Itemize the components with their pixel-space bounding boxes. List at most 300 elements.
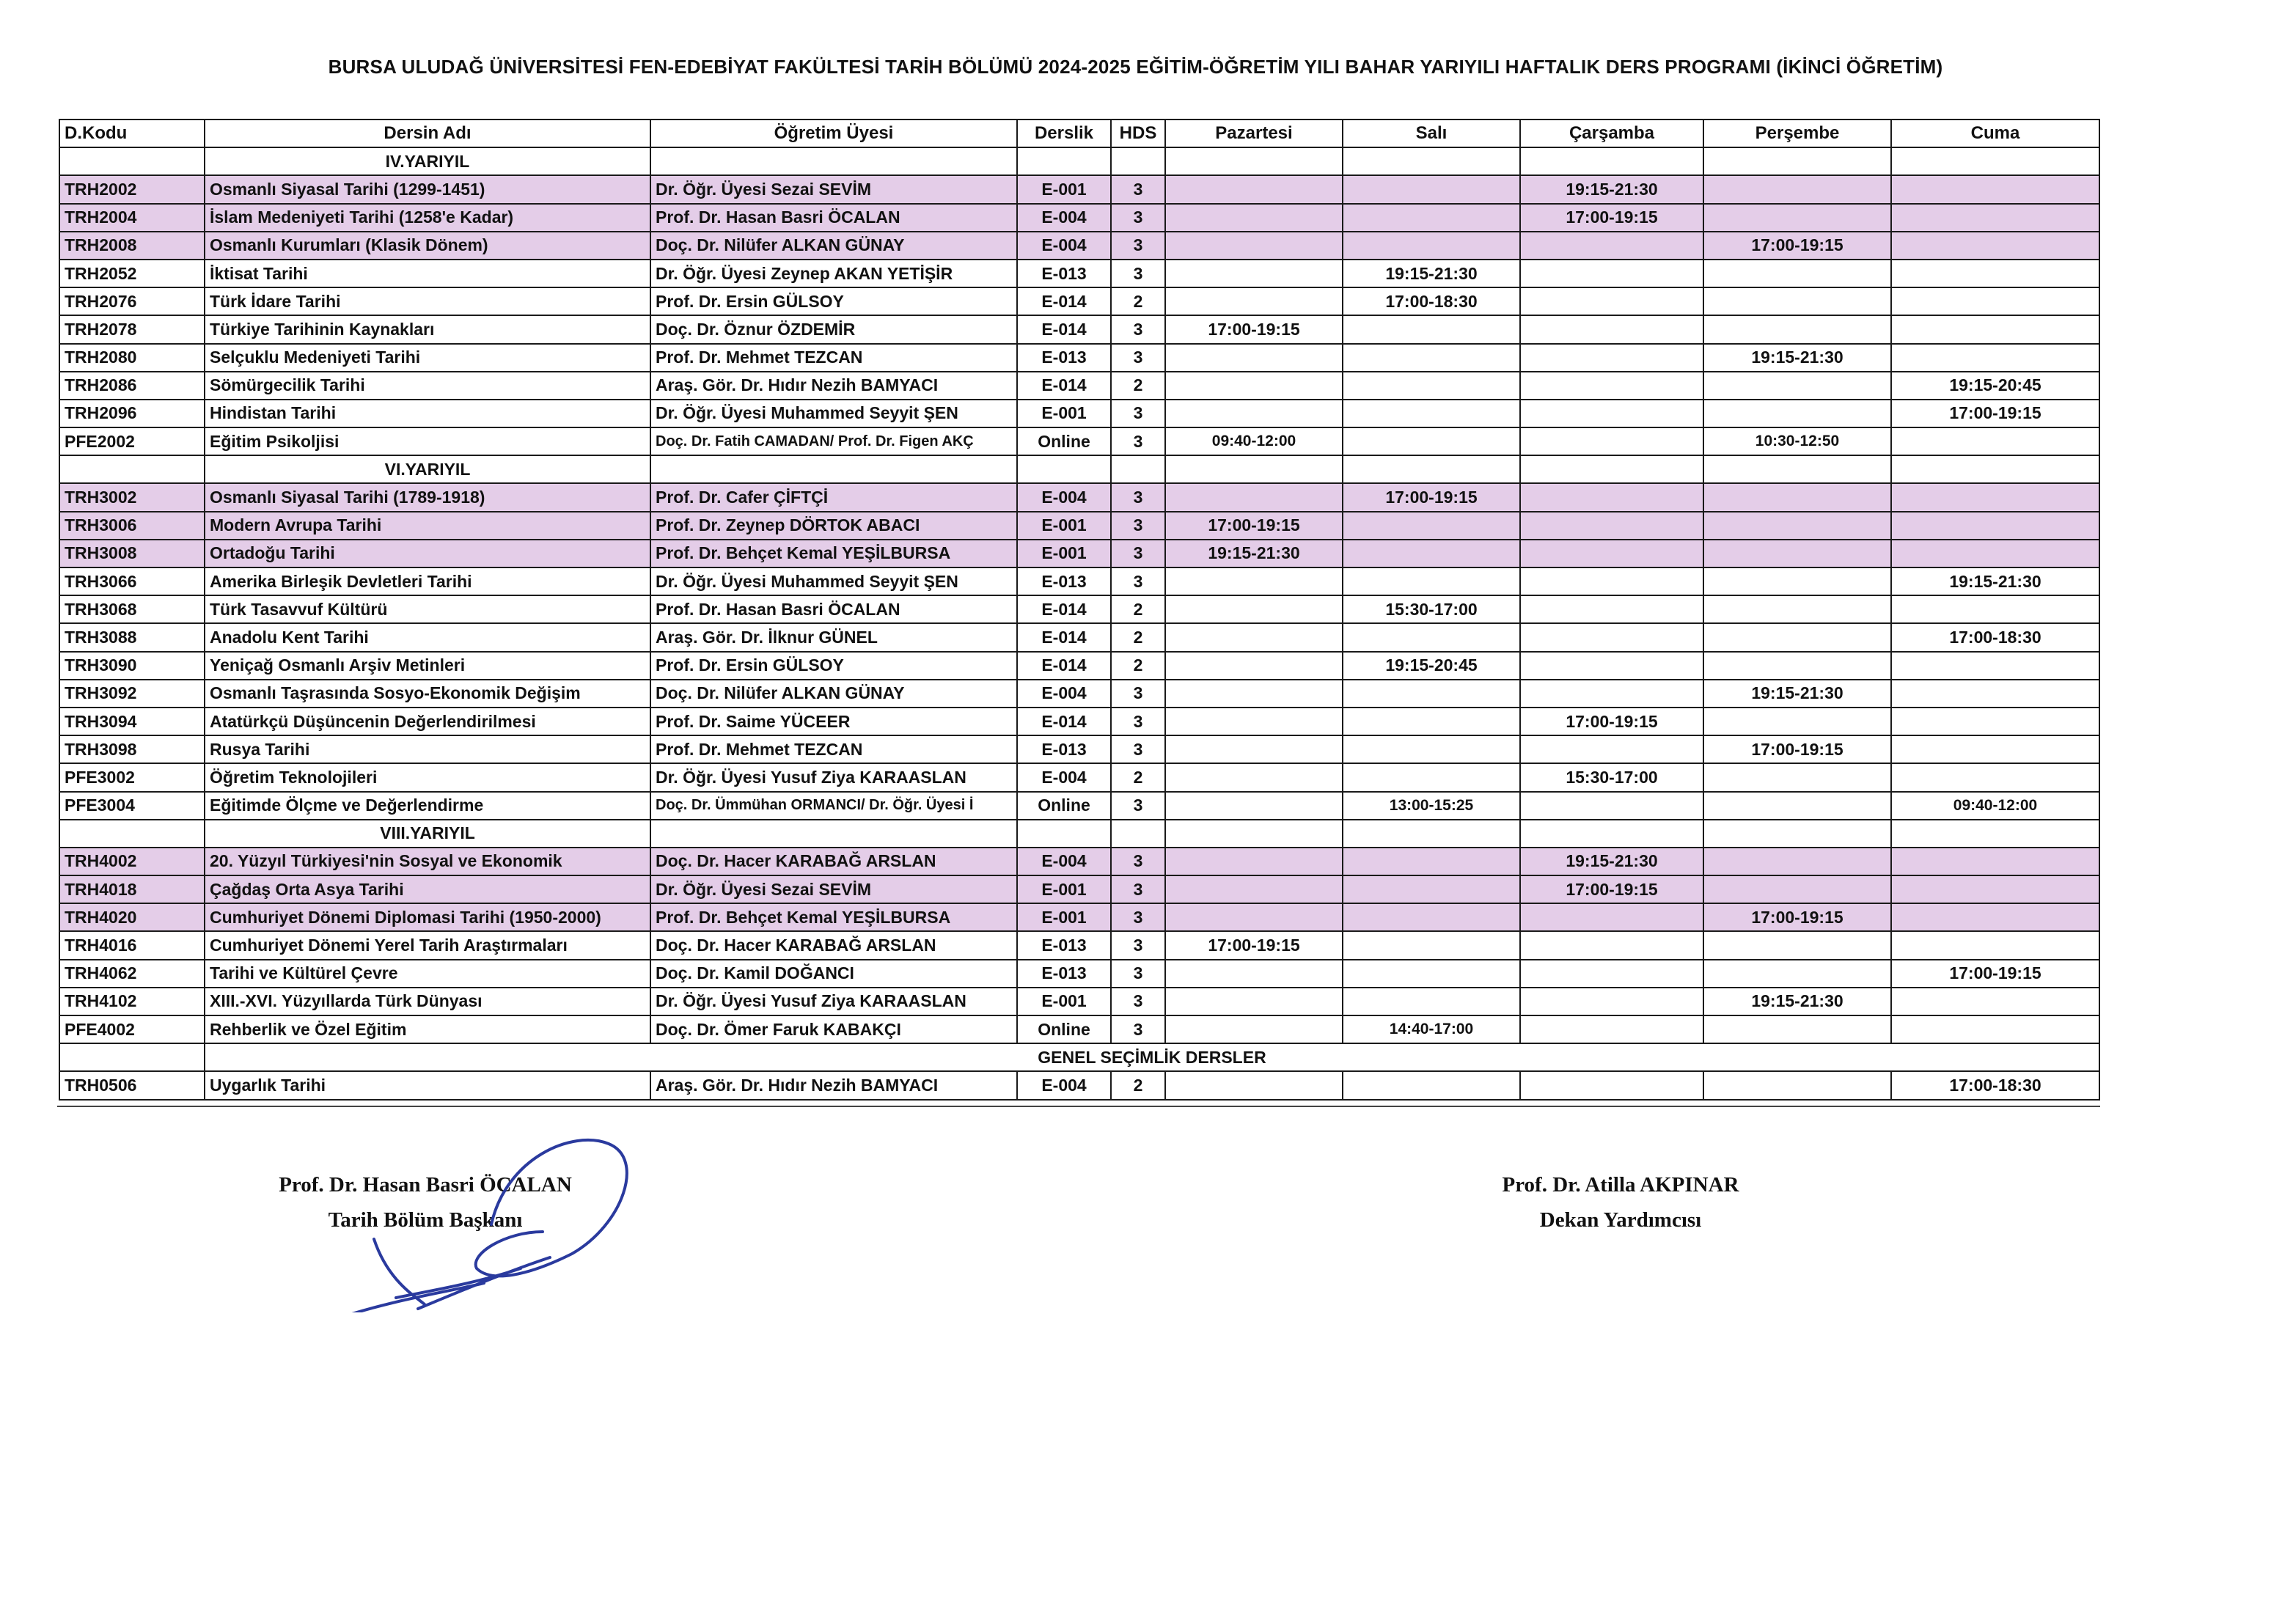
time-slot-tue bbox=[1343, 1071, 1520, 1099]
weekly-hours: 2 bbox=[1111, 372, 1165, 400]
course-code: TRH4102 bbox=[59, 988, 205, 1015]
time-slot-thu bbox=[1703, 315, 1891, 343]
time-slot-mon bbox=[1165, 988, 1343, 1015]
empty-cell bbox=[1520, 147, 1703, 175]
time-slot-mon bbox=[1165, 372, 1343, 400]
table-row bbox=[59, 680, 2099, 708]
time-slot-tue bbox=[1343, 931, 1520, 959]
time-slot-tue bbox=[1343, 344, 1520, 372]
course-code: TRH3088 bbox=[59, 623, 205, 651]
classroom: E-001 bbox=[1017, 875, 1111, 903]
time-slot-mon bbox=[1165, 232, 1343, 260]
header-tuesday: Salı bbox=[1343, 120, 1520, 147]
classroom: E-013 bbox=[1017, 567, 1111, 595]
time-slot-wed bbox=[1520, 680, 1703, 708]
section-label: GENEL SEÇİMLİK DERSLER bbox=[205, 1043, 2099, 1071]
weekly-hours: 3 bbox=[1111, 344, 1165, 372]
time-slot-fri bbox=[1891, 260, 2099, 287]
time-slot-tue bbox=[1343, 175, 1520, 203]
instructor-name: Dr. Öğr. Üyesi Sezai SEVİM bbox=[650, 875, 1017, 903]
table-row bbox=[59, 735, 2099, 763]
time-slot-fri bbox=[1891, 708, 2099, 735]
course-code: TRH3006 bbox=[59, 512, 205, 540]
time-slot-wed bbox=[1520, 792, 1703, 820]
time-slot-mon bbox=[1165, 400, 1343, 427]
course-code: TRH4016 bbox=[59, 931, 205, 959]
signer-title: Dekan Yardımcısı bbox=[1539, 1208, 1702, 1232]
time-slot-fri: 17:00-19:15 bbox=[1891, 400, 2099, 427]
course-name: İslam Medeniyeti Tarihi (1258'e Kadar) bbox=[205, 204, 650, 232]
classroom: E-013 bbox=[1017, 344, 1111, 372]
empty-cell bbox=[1891, 147, 2099, 175]
section-spacer bbox=[59, 1043, 205, 1071]
empty-cell bbox=[1165, 455, 1343, 483]
weekly-hours: 2 bbox=[1111, 1071, 1165, 1099]
classroom: E-004 bbox=[1017, 848, 1111, 875]
table-row bbox=[59, 204, 2099, 232]
time-slot-wed bbox=[1520, 344, 1703, 372]
time-slot-mon bbox=[1165, 483, 1343, 511]
instructor-name: Doç. Dr. Hacer KARABAĞ ARSLAN bbox=[650, 848, 1017, 875]
course-code: PFE3004 bbox=[59, 792, 205, 820]
course-name: Rehberlik ve Özel Eğitim bbox=[205, 1015, 650, 1043]
course-code: TRH2002 bbox=[59, 175, 205, 203]
empty-cell bbox=[1111, 147, 1165, 175]
section-header-row bbox=[59, 820, 2099, 848]
instructor-name: Doç. Dr. Kamil DOĞANCI bbox=[650, 960, 1017, 988]
table-row bbox=[59, 232, 2099, 260]
table-row bbox=[59, 315, 2099, 343]
classroom: Online bbox=[1017, 792, 1111, 820]
weekly-hours: 3 bbox=[1111, 567, 1165, 595]
time-slot-tue bbox=[1343, 315, 1520, 343]
classroom: E-014 bbox=[1017, 623, 1111, 651]
weekly-hours: 2 bbox=[1111, 623, 1165, 651]
time-slot-tue bbox=[1343, 400, 1520, 427]
weekly-hours: 3 bbox=[1111, 680, 1165, 708]
time-slot-thu: 19:15-21:30 bbox=[1703, 988, 1891, 1015]
table-row bbox=[59, 903, 2099, 931]
table-row bbox=[59, 260, 2099, 287]
empty-cell bbox=[1017, 147, 1111, 175]
course-code: TRH4002 bbox=[59, 848, 205, 875]
instructor-name: Prof. Dr. Cafer ÇİFTÇİ bbox=[650, 483, 1017, 511]
time-slot-wed bbox=[1520, 232, 1703, 260]
time-slot-thu bbox=[1703, 260, 1891, 287]
empty-cell bbox=[1520, 455, 1703, 483]
empty-cell bbox=[1891, 820, 2099, 848]
course-name: Anadolu Kent Tarihi bbox=[205, 623, 650, 651]
course-name: Yeniçağ Osmanlı Arşiv Metinleri bbox=[205, 652, 650, 680]
header-code: D.Kodu bbox=[59, 120, 205, 147]
time-slot-tue: 17:00-18:30 bbox=[1343, 287, 1520, 315]
course-name: Çağdaş Orta Asya Tarihi bbox=[205, 875, 650, 903]
section-label: IV.YARIYIL bbox=[205, 147, 650, 175]
course-code: TRH3098 bbox=[59, 735, 205, 763]
time-slot-mon: 17:00-19:15 bbox=[1165, 512, 1343, 540]
time-slot-mon bbox=[1165, 623, 1343, 651]
time-slot-tue bbox=[1343, 232, 1520, 260]
classroom: E-014 bbox=[1017, 287, 1111, 315]
course-code: TRH2096 bbox=[59, 400, 205, 427]
instructor-name: Araş. Gör. Dr. İlknur GÜNEL bbox=[650, 623, 1017, 651]
time-slot-fri bbox=[1891, 344, 2099, 372]
time-slot-wed bbox=[1520, 903, 1703, 931]
section-spacer bbox=[59, 820, 205, 848]
time-slot-mon bbox=[1165, 204, 1343, 232]
header-instructor: Öğretim Üyesi bbox=[650, 120, 1017, 147]
instructor-name: Prof. Dr. Behçet Kemal YEŞİLBURSA bbox=[650, 903, 1017, 931]
signature-block-vice-dean bbox=[1437, 1167, 1804, 1238]
time-slot-mon bbox=[1165, 287, 1343, 315]
empty-cell bbox=[1703, 820, 1891, 848]
weekly-hours: 3 bbox=[1111, 512, 1165, 540]
time-slot-tue bbox=[1343, 848, 1520, 875]
table-row bbox=[59, 567, 2099, 595]
course-code: TRH3008 bbox=[59, 540, 205, 567]
weekly-hours: 3 bbox=[1111, 540, 1165, 567]
time-slot-mon: 19:15-21:30 bbox=[1165, 540, 1343, 567]
classroom: E-014 bbox=[1017, 372, 1111, 400]
weekly-hours: 2 bbox=[1111, 763, 1165, 791]
time-slot-wed: 19:15-21:30 bbox=[1520, 175, 1703, 203]
table-row bbox=[59, 483, 2099, 511]
time-slot-fri bbox=[1891, 204, 2099, 232]
time-slot-thu bbox=[1703, 372, 1891, 400]
course-name: Hindistan Tarihi bbox=[205, 400, 650, 427]
instructor-name: Araş. Gör. Dr. Hıdır Nezih BAMYACI bbox=[650, 372, 1017, 400]
classroom: E-004 bbox=[1017, 483, 1111, 511]
course-name: Ortadoğu Tarihi bbox=[205, 540, 650, 567]
time-slot-wed bbox=[1520, 1015, 1703, 1043]
time-slot-mon bbox=[1165, 848, 1343, 875]
signer-title: Tarih Bölüm Başkanı bbox=[328, 1208, 523, 1232]
time-slot-wed bbox=[1520, 512, 1703, 540]
time-slot-wed bbox=[1520, 960, 1703, 988]
course-name: Atatürkçü Düşüncenin Değerlendirilmesi bbox=[205, 708, 650, 735]
course-name: Amerika Birleşik Devletleri Tarihi bbox=[205, 567, 650, 595]
course-name: Cumhuriyet Dönemi Yerel Tarih Araştırmaları bbox=[205, 931, 650, 959]
time-slot-wed: 17:00-19:15 bbox=[1520, 875, 1703, 903]
header-course: Dersin Adı bbox=[205, 120, 650, 147]
time-slot-mon: 09:40-12:00 bbox=[1165, 427, 1343, 455]
weekly-hours: 3 bbox=[1111, 735, 1165, 763]
time-slot-tue bbox=[1343, 204, 1520, 232]
course-name: Modern Avrupa Tarihi bbox=[205, 512, 650, 540]
time-slot-thu bbox=[1703, 763, 1891, 791]
table-row bbox=[59, 427, 2099, 455]
time-slot-tue: 13:00-15:25 bbox=[1343, 792, 1520, 820]
instructor-name: Prof. Dr. Behçet Kemal YEŞİLBURSA bbox=[650, 540, 1017, 567]
weekly-hours: 3 bbox=[1111, 175, 1165, 203]
table-row bbox=[59, 875, 2099, 903]
course-code: PFE3002 bbox=[59, 763, 205, 791]
empty-cell bbox=[650, 147, 1017, 175]
course-name: 20. Yüzyıl Türkiyesi'nin Sosyal ve Ekonomik bbox=[205, 848, 650, 875]
section-header-row bbox=[59, 147, 2099, 175]
time-slot-tue bbox=[1343, 988, 1520, 1015]
weekly-hours: 3 bbox=[1111, 483, 1165, 511]
time-slot-thu: 19:15-21:30 bbox=[1703, 680, 1891, 708]
empty-cell bbox=[1891, 455, 2099, 483]
instructor-name: Prof. Dr. Mehmet TEZCAN bbox=[650, 735, 1017, 763]
time-slot-mon: 17:00-19:15 bbox=[1165, 315, 1343, 343]
time-slot-tue bbox=[1343, 680, 1520, 708]
time-slot-wed bbox=[1520, 372, 1703, 400]
empty-cell bbox=[1703, 455, 1891, 483]
time-slot-tue bbox=[1343, 540, 1520, 567]
course-name: Tarihi ve Kültürel Çevre bbox=[205, 960, 650, 988]
table-row bbox=[59, 595, 2099, 623]
course-name: Sömürgecilik Tarihi bbox=[205, 372, 650, 400]
weekly-hours: 3 bbox=[1111, 960, 1165, 988]
divider-line bbox=[57, 1106, 2100, 1107]
time-slot-thu bbox=[1703, 652, 1891, 680]
time-slot-fri bbox=[1891, 680, 2099, 708]
section-header-row bbox=[59, 1043, 2099, 1071]
table-row bbox=[59, 763, 2099, 791]
header-wednesday: Çarşamba bbox=[1520, 120, 1703, 147]
time-slot-thu bbox=[1703, 595, 1891, 623]
section-label: VIII.YARIYIL bbox=[205, 820, 650, 848]
time-slot-mon bbox=[1165, 1015, 1343, 1043]
signer-name: Prof. Dr. Atilla AKPINAR bbox=[1502, 1173, 1739, 1197]
course-code: TRH4062 bbox=[59, 960, 205, 988]
classroom: E-004 bbox=[1017, 232, 1111, 260]
time-slot-mon bbox=[1165, 735, 1343, 763]
table-row bbox=[59, 1071, 2099, 1099]
time-slot-thu bbox=[1703, 960, 1891, 988]
header-friday: Cuma bbox=[1891, 120, 2099, 147]
instructor-name: Doç. Dr. Öznur ÖZDEMİR bbox=[650, 315, 1017, 343]
time-slot-mon bbox=[1165, 960, 1343, 988]
time-slot-mon bbox=[1165, 260, 1343, 287]
time-slot-thu: 19:15-21:30 bbox=[1703, 344, 1891, 372]
course-code: TRH4020 bbox=[59, 903, 205, 931]
course-code: PFE2002 bbox=[59, 427, 205, 455]
empty-cell bbox=[1017, 455, 1111, 483]
time-slot-thu bbox=[1703, 175, 1891, 203]
empty-cell bbox=[1111, 455, 1165, 483]
classroom: E-004 bbox=[1017, 204, 1111, 232]
course-name: Türk Tasavvuf Kültürü bbox=[205, 595, 650, 623]
weekly-hours: 3 bbox=[1111, 204, 1165, 232]
classroom: E-001 bbox=[1017, 988, 1111, 1015]
instructor-name: Dr. Öğr. Üyesi Yusuf Ziya KARAASLAN bbox=[650, 988, 1017, 1015]
time-slot-fri: 19:15-21:30 bbox=[1891, 567, 2099, 595]
time-slot-tue bbox=[1343, 960, 1520, 988]
instructor-name: Prof. Dr. Hasan Basri ÖCALAN bbox=[650, 595, 1017, 623]
time-slot-thu bbox=[1703, 204, 1891, 232]
time-slot-fri: 19:15-20:45 bbox=[1891, 372, 2099, 400]
time-slot-thu bbox=[1703, 567, 1891, 595]
empty-cell bbox=[1703, 147, 1891, 175]
time-slot-tue bbox=[1343, 875, 1520, 903]
time-slot-thu bbox=[1703, 540, 1891, 567]
empty-cell bbox=[1520, 820, 1703, 848]
time-slot-fri bbox=[1891, 287, 2099, 315]
section-spacer bbox=[59, 147, 205, 175]
weekly-hours: 3 bbox=[1111, 232, 1165, 260]
table-row bbox=[59, 848, 2099, 875]
time-slot-fri bbox=[1891, 652, 2099, 680]
empty-cell bbox=[1017, 820, 1111, 848]
weekly-hours: 2 bbox=[1111, 287, 1165, 315]
signer-name: Prof. Dr. Hasan Basri ÖCALAN bbox=[279, 1173, 572, 1197]
time-slot-thu bbox=[1703, 708, 1891, 735]
time-slot-thu bbox=[1703, 400, 1891, 427]
instructor-name: Araş. Gör. Dr. Hıdır Nezih BAMYACI bbox=[650, 1071, 1017, 1099]
table-row bbox=[59, 512, 2099, 540]
time-slot-tue bbox=[1343, 567, 1520, 595]
time-slot-mon bbox=[1165, 903, 1343, 931]
instructor-name: Dr. Öğr. Üyesi Sezai SEVİM bbox=[650, 175, 1017, 203]
time-slot-fri bbox=[1891, 483, 2099, 511]
table-row bbox=[59, 372, 2099, 400]
table-row bbox=[59, 623, 2099, 651]
time-slot-mon bbox=[1165, 567, 1343, 595]
header-room: Derslik bbox=[1017, 120, 1111, 147]
time-slot-thu bbox=[1703, 848, 1891, 875]
instructor-name: Doç. Dr. Nilüfer ALKAN GÜNAY bbox=[650, 232, 1017, 260]
instructor-name: Doç. Dr. Fatih CAMADAN/ Prof. Dr. Figen AKÇ bbox=[650, 427, 1017, 455]
time-slot-wed bbox=[1520, 567, 1703, 595]
course-name: Öğretim Teknolojileri bbox=[205, 763, 650, 791]
instructor-name: Doç. Dr. Nilüfer ALKAN GÜNAY bbox=[650, 680, 1017, 708]
time-slot-fri bbox=[1891, 427, 2099, 455]
time-slot-fri bbox=[1891, 848, 2099, 875]
course-name: Eğitimde Ölçme ve Değerlendirme bbox=[205, 792, 650, 820]
time-slot-thu bbox=[1703, 1071, 1891, 1099]
course-name: XIII.-XVI. Yüzyıllarda Türk Dünyası bbox=[205, 988, 650, 1015]
weekly-hours: 3 bbox=[1111, 792, 1165, 820]
classroom: E-013 bbox=[1017, 931, 1111, 959]
time-slot-wed bbox=[1520, 735, 1703, 763]
classroom: E-004 bbox=[1017, 680, 1111, 708]
classroom: E-014 bbox=[1017, 315, 1111, 343]
time-slot-wed: 17:00-19:15 bbox=[1520, 204, 1703, 232]
time-slot-thu bbox=[1703, 792, 1891, 820]
course-code: TRH2008 bbox=[59, 232, 205, 260]
section-spacer bbox=[59, 455, 205, 483]
instructor-name: Dr. Öğr. Üyesi Yusuf Ziya KARAASLAN bbox=[650, 763, 1017, 791]
course-code: TRH4018 bbox=[59, 875, 205, 903]
classroom: E-001 bbox=[1017, 540, 1111, 567]
time-slot-tue bbox=[1343, 708, 1520, 735]
time-slot-fri: 17:00-18:30 bbox=[1891, 623, 2099, 651]
table-row bbox=[59, 540, 2099, 567]
time-slot-thu: 17:00-19:15 bbox=[1703, 903, 1891, 931]
course-code: TRH0506 bbox=[59, 1071, 205, 1099]
course-code: TRH2052 bbox=[59, 260, 205, 287]
time-slot-thu bbox=[1703, 875, 1891, 903]
time-slot-fri bbox=[1891, 232, 2099, 260]
course-code: TRH3094 bbox=[59, 708, 205, 735]
time-slot-wed bbox=[1520, 540, 1703, 567]
course-name: Osmanlı Kurumları (Klasik Dönem) bbox=[205, 232, 650, 260]
time-slot-fri bbox=[1891, 540, 2099, 567]
table-row bbox=[59, 400, 2099, 427]
weekly-hours: 2 bbox=[1111, 595, 1165, 623]
time-slot-tue bbox=[1343, 427, 1520, 455]
classroom: Online bbox=[1017, 1015, 1111, 1043]
empty-cell bbox=[1165, 820, 1343, 848]
time-slot-wed bbox=[1520, 652, 1703, 680]
time-slot-tue: 15:30-17:00 bbox=[1343, 595, 1520, 623]
table-row bbox=[59, 988, 2099, 1015]
time-slot-thu: 17:00-19:15 bbox=[1703, 232, 1891, 260]
time-slot-thu bbox=[1703, 512, 1891, 540]
empty-cell bbox=[1343, 455, 1520, 483]
table-row bbox=[59, 931, 2099, 959]
time-slot-wed bbox=[1520, 595, 1703, 623]
time-slot-wed bbox=[1520, 260, 1703, 287]
table-row bbox=[59, 792, 2099, 820]
classroom: E-014 bbox=[1017, 652, 1111, 680]
time-slot-tue bbox=[1343, 372, 1520, 400]
classroom: E-014 bbox=[1017, 595, 1111, 623]
table-row bbox=[59, 708, 2099, 735]
time-slot-wed bbox=[1520, 988, 1703, 1015]
course-code: TRH2086 bbox=[59, 372, 205, 400]
page-title: BURSA ULUDAĞ ÜNİVERSİTESİ FEN-EDEBİYAT FAKÜLTESİ TARİH BÖLÜMÜ 2024-2025 EĞİTİM-ÖĞRETİM YILI BAHAR YARIYILI HAFTALIK DERS PROGRAMI (İKİNCİ ÖĞRETİM) bbox=[328, 56, 1943, 78]
section-label: VI.YARIYIL bbox=[205, 455, 650, 483]
instructor-name: Prof. Dr. Ersin GÜLSOY bbox=[650, 652, 1017, 680]
weekly-hours: 2 bbox=[1111, 652, 1165, 680]
table-row bbox=[59, 652, 2099, 680]
weekly-hours: 3 bbox=[1111, 848, 1165, 875]
course-name: Cumhuriyet Dönemi Diplomasi Tarihi (1950-2000) bbox=[205, 903, 650, 931]
course-name: Selçuklu Medeniyeti Tarihi bbox=[205, 344, 650, 372]
course-code: TRH3092 bbox=[59, 680, 205, 708]
empty-cell bbox=[1343, 820, 1520, 848]
time-slot-thu bbox=[1703, 483, 1891, 511]
classroom: E-001 bbox=[1017, 512, 1111, 540]
course-name: Osmanlı Siyasal Tarihi (1299-1451) bbox=[205, 175, 650, 203]
course-code: TRH3068 bbox=[59, 595, 205, 623]
table-row bbox=[59, 344, 2099, 372]
course-name: Türk İdare Tarihi bbox=[205, 287, 650, 315]
time-slot-tue: 19:15-21:30 bbox=[1343, 260, 1520, 287]
course-name: Osmanlı Siyasal Tarihi (1789-1918) bbox=[205, 483, 650, 511]
time-slot-mon bbox=[1165, 652, 1343, 680]
table-header-row bbox=[59, 120, 2099, 147]
table-row bbox=[59, 175, 2099, 203]
instructor-name: Doç. Dr. Hacer KARABAĞ ARSLAN bbox=[650, 931, 1017, 959]
header-monday: Pazartesi bbox=[1165, 120, 1343, 147]
time-slot-mon bbox=[1165, 1071, 1343, 1099]
empty-cell bbox=[1111, 820, 1165, 848]
time-slot-mon bbox=[1165, 708, 1343, 735]
time-slot-mon bbox=[1165, 792, 1343, 820]
classroom: E-004 bbox=[1017, 763, 1111, 791]
instructor-name: Prof. Dr. Ersin GÜLSOY bbox=[650, 287, 1017, 315]
time-slot-wed bbox=[1520, 623, 1703, 651]
classroom: Online bbox=[1017, 427, 1111, 455]
time-slot-thu bbox=[1703, 1015, 1891, 1043]
time-slot-fri bbox=[1891, 903, 2099, 931]
time-slot-tue bbox=[1343, 903, 1520, 931]
course-code: TRH3002 bbox=[59, 483, 205, 511]
classroom: E-013 bbox=[1017, 735, 1111, 763]
course-name: Osmanlı Taşrasında Sosyo-Ekonomik Değişim bbox=[205, 680, 650, 708]
time-slot-tue: 19:15-20:45 bbox=[1343, 652, 1520, 680]
time-slot-wed: 19:15-21:30 bbox=[1520, 848, 1703, 875]
time-slot-wed bbox=[1520, 427, 1703, 455]
time-slot-wed bbox=[1520, 483, 1703, 511]
time-slot-tue bbox=[1343, 623, 1520, 651]
handwritten-signature bbox=[330, 1114, 667, 1312]
